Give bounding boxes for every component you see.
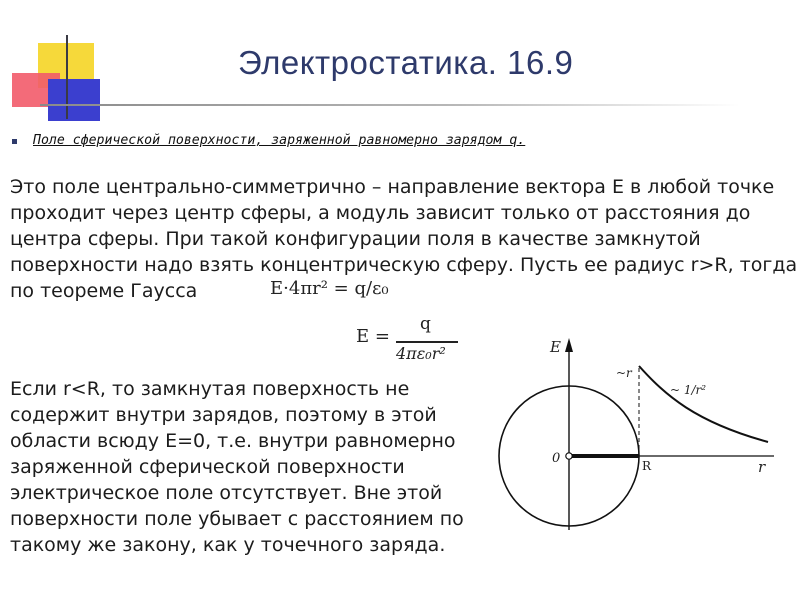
- field-formula-numerator: q: [420, 314, 431, 334]
- near-label: ~r: [616, 366, 632, 380]
- body-paragraph-2: Если r<R, то замкнутая поверхность не содержит внутри зарядов, поэтому в этой области всюду E=0, т.е. внутри равномерно заряженной сферической поверхности электрическое поле отсутствует. Вне этой поверхности поле убывает с расстоянием по такому же закону, как у точечного заряда.: [10, 378, 464, 556]
- field-formula-denominator: 4πε₀r²: [396, 344, 446, 363]
- slide-title: Электростатика. 16.9: [238, 44, 574, 81]
- origin-point: [566, 453, 572, 459]
- body-paragraph-1: Это поле центрально-симметрично – направление вектора E в любой точке проходит через центр сферы, а модуль зависит только от расстояния до центра сферы. При такой конфигурации поля в качестве замкнутой поверхности надо взять концентрическую сферу. Пусть ее радиус r>R, тогда по теореме Гаусса: [10, 176, 798, 302]
- field-graph: [490, 330, 790, 545]
- bullet-icon: [12, 139, 17, 144]
- slide-subtitle: Поле сферической поверхности, заряженной равномерно зарядом q.: [33, 133, 526, 148]
- y-axis-label: E: [550, 338, 561, 356]
- x-axis-label: r: [758, 458, 766, 476]
- decor-blue-square: [48, 79, 100, 121]
- far-label: ~ 1/r²: [670, 383, 707, 397]
- y-axis-arrow-icon: [565, 338, 573, 352]
- origin-label: 0: [552, 451, 561, 466]
- title-underline: [40, 104, 740, 106]
- decor-vertical-line: [66, 35, 68, 119]
- fraction-bar: [396, 341, 458, 343]
- field-decay-curve: [639, 366, 768, 442]
- radius-label: R: [642, 459, 652, 473]
- field-formula-lhs: E =: [356, 326, 390, 347]
- gauss-formula: E·4πr² = q/ε₀: [270, 278, 389, 299]
